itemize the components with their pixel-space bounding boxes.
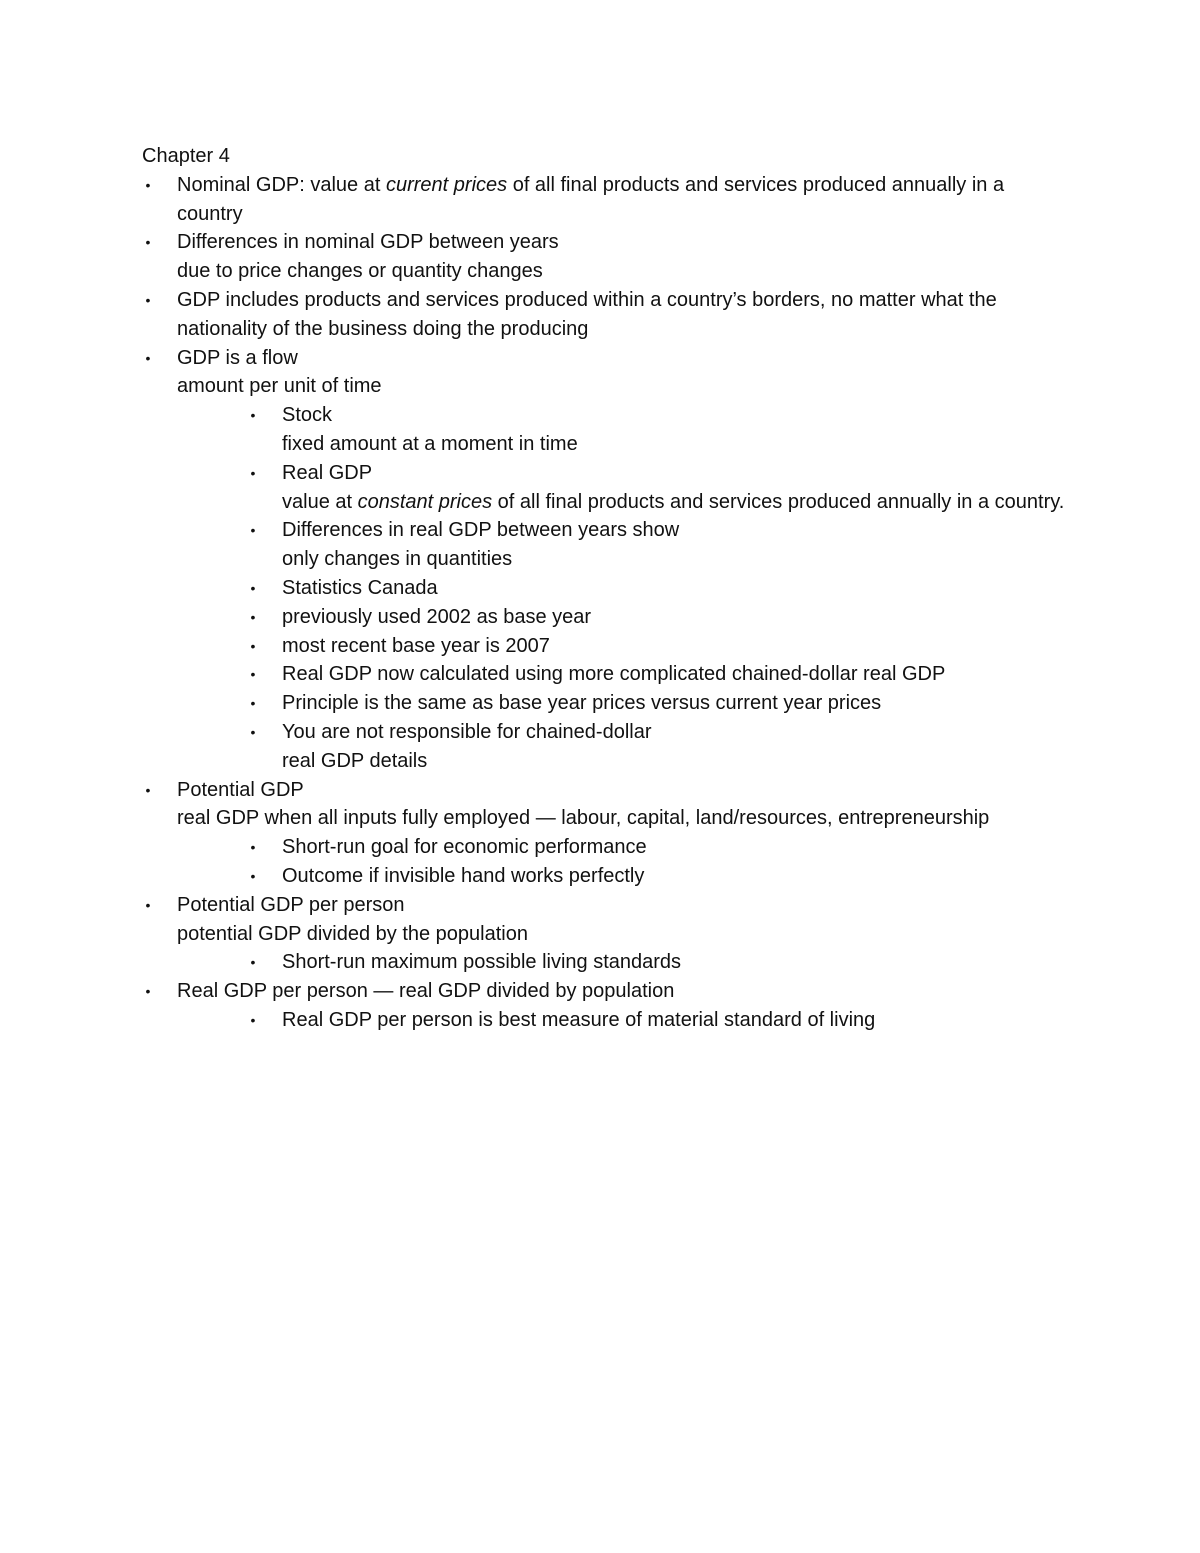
bullet-icon: • (145, 349, 151, 366)
item-text: Nominal GDP: value at current prices of all final products and services produced annually in a country (177, 173, 1005, 225)
bullet-icon: • (250, 579, 256, 596)
item-subtext: fixed amount at a moment in time (282, 432, 578, 455)
item-text: Statistics Canada (282, 576, 438, 599)
sub-bullet-list (142, 948, 1072, 977)
item-text: Differences in real GDP between years show (282, 519, 680, 542)
bullet-icon: • (250, 1011, 256, 1028)
bullet-icon: • (250, 522, 256, 539)
list-item (142, 171, 1072, 229)
item-text: Stock (282, 404, 333, 427)
bullet-list (142, 977, 1072, 1006)
sub-list-item (142, 833, 1072, 862)
list-item (142, 891, 1072, 949)
document-body (142, 142, 1072, 1035)
bullet-icon: • (145, 176, 151, 193)
item-text: GDP includes products and services produced within a country’s borders, no matter what the nationality of the business doing the producing (177, 288, 997, 340)
list-item (142, 286, 1072, 344)
sub-list-item (142, 574, 1072, 603)
item-subtext: only changes in quantities (282, 548, 513, 571)
item-text: Potential GDP (177, 778, 304, 801)
bullet-icon: • (145, 781, 151, 798)
list-item (142, 776, 1072, 834)
bullet-icon: • (145, 896, 151, 913)
item-subtext: value at constant prices of all final products and services produced annually in a country. (282, 490, 1065, 513)
bullet-icon: • (250, 666, 256, 683)
sub-list-item (142, 459, 1072, 517)
bullet-icon: • (250, 637, 256, 654)
sub-list-item (142, 603, 1072, 632)
sub-list-item (142, 948, 1072, 977)
bullet-icon: • (250, 867, 256, 884)
item-text: Real GDP now calculated using more complicated chained-dollar real GDP (282, 663, 946, 686)
sub-list-item (142, 689, 1072, 718)
item-text: Outcome if invisible hand works perfectly (282, 864, 645, 887)
sub-list-item (142, 401, 1072, 459)
item-text: GDP is a flow (177, 346, 298, 369)
item-text: Real GDP per person is best measure of material standard of living (282, 1008, 876, 1031)
sub-list-item (142, 516, 1072, 574)
bullet-icon: • (250, 464, 256, 481)
item-text: previously used 2002 as base year (282, 605, 592, 628)
bullet-icon: • (145, 983, 151, 1000)
bullet-icon: • (250, 954, 256, 971)
bullet-icon: • (145, 234, 151, 251)
item-subtext: real GDP when all inputs fully employed — labour, capital, land/resources, entrepreneurship (177, 807, 990, 830)
bullet-list (142, 171, 1072, 401)
bullet-icon: • (250, 723, 256, 740)
item-text: Principle is the same as base year prices versus current year prices (282, 692, 882, 715)
sub-list-item (142, 632, 1072, 661)
bullet-icon: • (250, 839, 256, 856)
item-subtext: potential GDP divided by the population (177, 922, 528, 945)
item-text: Short-run maximum possible living standards (282, 951, 682, 974)
item-subtext: due to price changes or quantity changes (177, 260, 543, 283)
item-subtext: amount per unit of time (177, 375, 382, 398)
bullet-list (142, 776, 1072, 834)
item-text: Potential GDP per person (177, 893, 405, 916)
emphasis-text: current prices (385, 173, 508, 196)
item-text: Differences in nominal GDP between years (177, 231, 559, 254)
item-text: Short-run goal for economic performance (282, 836, 647, 859)
sub-list-item (142, 862, 1072, 891)
bullet-list (142, 891, 1072, 949)
item-text: most recent base year is 2007 (282, 634, 550, 657)
bullet-icon: • (250, 608, 256, 625)
sub-list-item (142, 1006, 1072, 1035)
sub-bullet-list (142, 401, 1072, 775)
chapter-title: Chapter 4 (142, 145, 230, 167)
list-item (142, 344, 1072, 402)
sub-bullet-list (142, 1006, 1072, 1035)
sub-list-item (142, 718, 1072, 776)
bullet-icon: • (250, 407, 256, 424)
bullet-icon: • (250, 695, 256, 712)
item-subtext: real GDP details (282, 749, 428, 772)
item-text: Real GDP per person — real GDP divided by population (177, 980, 675, 1003)
sub-list-item (142, 660, 1072, 689)
list-item (142, 228, 1072, 286)
list-item (142, 977, 1072, 1006)
sub-bullet-list (142, 833, 1072, 891)
bullet-icon: • (145, 291, 151, 308)
item-text: Real GDP (282, 461, 373, 484)
emphasis-text: constant prices (357, 490, 493, 513)
item-text: You are not responsible for chained-dollar (282, 720, 652, 743)
